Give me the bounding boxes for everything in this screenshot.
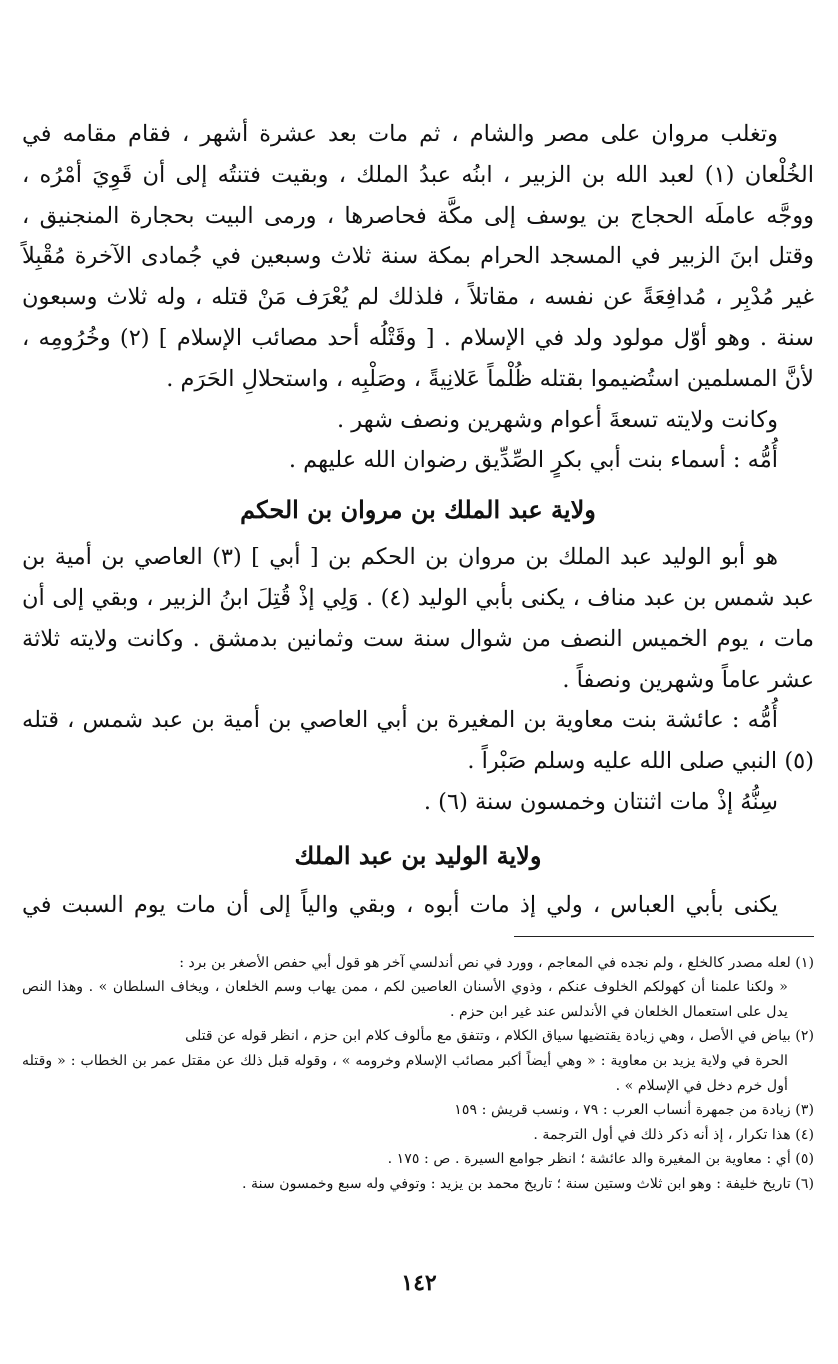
footnote-continuation: الحرة في ولاية يزيد بن معاوية : « وهي أيضاً أكبر مصائب الإسلام وخرومه » ، وقوله قبل ذلك عن مقتل عمر بن الخطاب : « وقتله أول خرم دخل في الإسلام » . — [22, 1052, 788, 1094]
main-text — [22, 114, 814, 481]
footnote: (٦) تاريخ خليفة : وهو ابن ثلاث وستين سنة ؛ تاريخ محمد بن يزيد : وتوفي وله سبع وخمسون سنة . — [241, 1175, 814, 1192]
paragraph: سِنُّهُ إذْ مات اثنتان وخمسون سنة (٦) . — [423, 788, 778, 815]
footnotes — [22, 951, 814, 1197]
section-abdulmalik — [22, 487, 814, 823]
footnote: (١) لعله مصدر كالخلع ، ولم نجده في المعاجم ، وورد في نص أندلسي آخر هو قول أبي حفص الأصغر بن برد : — [179, 954, 814, 971]
page — [22, 114, 814, 1196]
paragraph: وكانت ولايته تسعةَ أعوام وشهرين ونصف شهر . — [336, 406, 778, 433]
footnote: (٢) بياض في الأصل ، وهي زيادة يقتضيها سياق الكلام ، وتتفق مع مألوف كلام ابن حزم ، انظر قوله عن قتلى — [185, 1028, 814, 1045]
page-number: ١٤٢ — [401, 1270, 437, 1296]
paragraph: هو أبو الوليد عبد الملك بن مروان بن الحكم بن [ أبي ] (٣) العاصي بن أمية بن عبد شمس بن عبد مناف ، يكنى بأبي الوليد (٤) . وَلِي إذْ قُتِلَ ابنُ الزبير ، وبقي إلى أن مات ، يوم الخميس النصف من شوال سنة ست وثمانين بدمشق . وكانت ولايته ثلاثة عشر عاماً وشهرين ونصفاً . — [22, 544, 815, 693]
footnote-continuation: « ولكنا علمنا أن كهولكم الخلوف عنكم ، وذوي الأسنان العاصين لكم ، ممن يهاب وسم الخلعان ، ويخاف السلطان » . وهذا النص يدل على استعمال الخلعان في الأندلس عند غير ابن حزم . — [22, 979, 788, 1020]
footnote: (٥) أي : معاوية بن المغيرة والد عائشة ؛ انظر جوامع السيرة . ص : ١٧٥ . — [387, 1151, 814, 1168]
footnote-divider — [514, 936, 814, 937]
paragraph: أُمُّه : أسماء بنت أبي بكرٍ الصِّدِّيق رضوان الله عليهم . — [288, 447, 778, 474]
section-heading: ولاية عبد الملك بن مروان بن الحكم — [240, 495, 596, 525]
section-walid — [22, 833, 814, 926]
paragraph: وتغلب مروان على مصر والشام ، ثم مات بعد عشرة أشهر ، فقام مقامه في الخُلْعان (١) لعبد الله بن الزبير ، ابنُه عبدُ الملك ، وبقيت فتنتُه إلى أن قَوِيَ أمْرُه ، ووجَّه عاملَه الحجاج بن يوسف إلى مكَّة فحاصرها ، ورمى البيت بحجارة المنجنيق ، وقتل ابنَ الزبير في المسجد الحرام بمكة سنة ثلاث وسبعين في جُمادى الآخرة مُقْبِلاً غير مُدْبِر ، مُدافِعَةً عن نفسه ، مقاتلاً ، فلذلك لم يُعْرَف مَنْ قتله ، وله ثلاث وسبعون سنة . وهو أوّل مولود ولد في الإسلام . [ وقَتْلُه أحد مصائب الإسلام ] (٢) وخُرُومِه ، لأنَّ المسلمين استُضيموا بقتله ظُلْماً عَلانِيةً ، وصَلْبِه ، واستحلالِ الحَرَم . — [22, 121, 815, 392]
section-heading: ولاية الوليد بن عبد الملك — [294, 840, 542, 870]
paragraph: يكنى بأبي العباس ، ولي إذ مات أبوه ، وبقي والياً إلى أن مات يوم السبت في — [22, 891, 778, 918]
footnote: (٣) زيادة من جمهرة أنساب العرب : ٧٩ ، ونسب قريش : ١٥٩ — [454, 1102, 814, 1119]
paragraph: أُمُّه : عائشة بنت معاوية بن المغيرة بن أبي العاصي بن أمية بن عبد شمس ، قتله (٥) النبي صلى الله عليه وسلم صَبْراً . — [22, 707, 814, 775]
footnote: (٤) هذا تكرار ، إذ أنه ذكر ذلك في أول الترجمة . — [533, 1126, 814, 1143]
